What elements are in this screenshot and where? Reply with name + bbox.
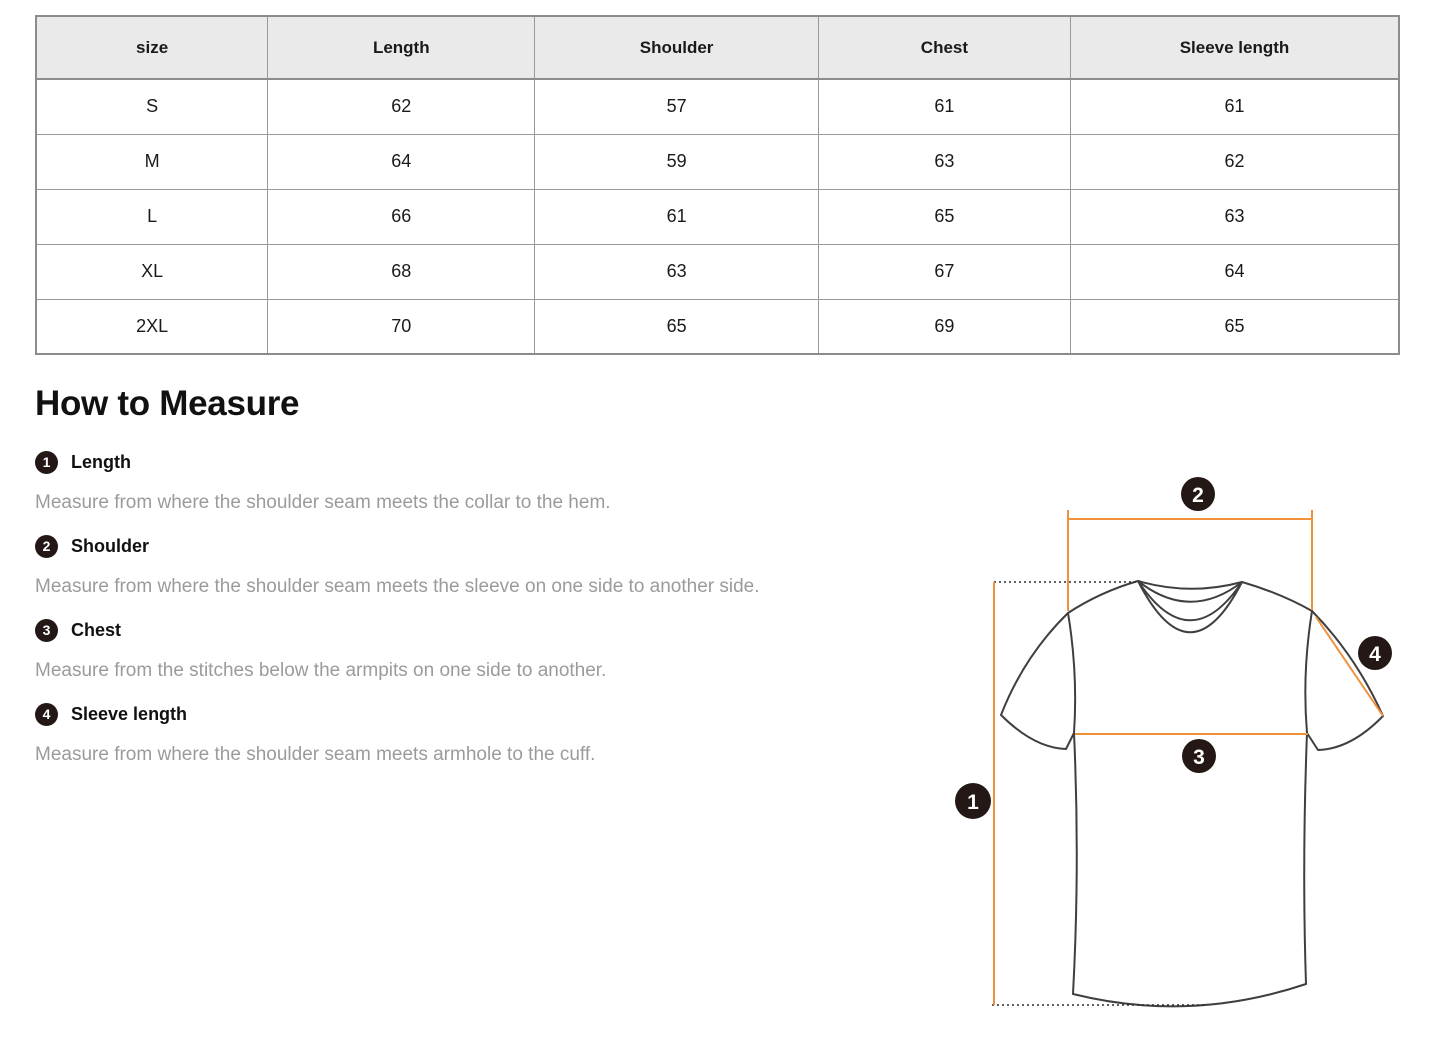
chest-cell: 69 bbox=[818, 299, 1070, 354]
size-cell: L bbox=[36, 189, 268, 244]
step-description: Measure from where the shoulder seam meets armhole to the cuff. bbox=[35, 744, 596, 765]
length-cell: 68 bbox=[268, 244, 535, 299]
step-description: Measure from the stitches below the armpits on one side to another. bbox=[35, 660, 607, 681]
chest-cell: 67 bbox=[818, 244, 1070, 299]
marker-2-shoulder bbox=[1181, 477, 1215, 511]
section-title: How to Measure bbox=[35, 384, 300, 423]
chest-cell: 65 bbox=[818, 189, 1070, 244]
marker-3-number: 3 bbox=[1193, 746, 1205, 769]
tshirt-measurement-diagram bbox=[930, 456, 1430, 1056]
size-chart-table bbox=[35, 15, 1400, 355]
column-header-length: Length bbox=[268, 16, 535, 79]
marker-4-number: 4 bbox=[1369, 643, 1381, 666]
step-3-badge-icon: 3 bbox=[35, 619, 58, 642]
step-label: Sleeve length bbox=[71, 703, 188, 724]
step-shoulder bbox=[35, 534, 925, 558]
marker-4-sleeve-length bbox=[1358, 636, 1392, 670]
sleeve-length-cell: 65 bbox=[1070, 299, 1399, 354]
table-row bbox=[36, 79, 1399, 134]
step-chest bbox=[35, 618, 925, 642]
shoulder-measure-line bbox=[1068, 510, 1312, 611]
column-header-shoulder: Shoulder bbox=[535, 16, 819, 79]
shoulder-cell: 59 bbox=[535, 134, 819, 189]
table-row bbox=[36, 189, 1399, 244]
column-header-sleeve-length: Sleeve length bbox=[1070, 16, 1399, 79]
how-to-measure-section bbox=[35, 384, 925, 786]
sleeve-length-cell: 61 bbox=[1070, 79, 1399, 134]
size-cell: M bbox=[36, 134, 268, 189]
step-label: Shoulder bbox=[71, 535, 150, 556]
step-label: Chest bbox=[71, 619, 122, 640]
shirt-right-sleeve bbox=[1307, 611, 1383, 750]
marker-1-number: 1 bbox=[967, 791, 979, 814]
length-cell: 62 bbox=[268, 79, 535, 134]
sleeve-length-cell: 62 bbox=[1070, 134, 1399, 189]
step-sleeve-length bbox=[35, 702, 925, 726]
size-cell: XL bbox=[36, 244, 268, 299]
shirt-left-sleeve bbox=[1001, 613, 1074, 749]
table-row bbox=[36, 244, 1399, 299]
step-1-badge-icon: 1 bbox=[35, 451, 58, 474]
shoulder-cell: 57 bbox=[535, 79, 819, 134]
table-row bbox=[36, 134, 1399, 189]
step-2-badge-icon: 2 bbox=[35, 535, 58, 558]
step-description: Measure from where the shoulder seam meets the collar to the hem. bbox=[35, 492, 611, 513]
size-cell: S bbox=[36, 79, 268, 134]
marker-3-chest bbox=[1182, 739, 1216, 773]
column-header-chest: Chest bbox=[818, 16, 1070, 79]
shoulder-cell: 63 bbox=[535, 244, 819, 299]
table-row bbox=[36, 299, 1399, 354]
chest-cell: 63 bbox=[818, 134, 1070, 189]
sleeve-length-cell: 64 bbox=[1070, 244, 1399, 299]
table-header-row bbox=[36, 16, 1399, 79]
marker-1-length bbox=[955, 783, 991, 819]
step-label: Length bbox=[71, 451, 131, 472]
step-4-badge-icon: 4 bbox=[35, 703, 58, 726]
chest-cell: 61 bbox=[818, 79, 1070, 134]
step-description: Measure from where the shoulder seam meets the sleeve on one side to another side. bbox=[35, 576, 760, 597]
size-cell: 2XL bbox=[36, 299, 268, 354]
shirt-collar bbox=[1138, 581, 1242, 632]
column-header-size: size bbox=[36, 16, 268, 79]
length-cell: 70 bbox=[268, 299, 535, 354]
marker-2-number: 2 bbox=[1192, 484, 1204, 507]
sleeve-length-cell: 63 bbox=[1070, 189, 1399, 244]
shoulder-cell: 65 bbox=[535, 299, 819, 354]
length-cell: 66 bbox=[268, 189, 535, 244]
shirt-body-outline bbox=[1068, 581, 1312, 1006]
length-cell: 64 bbox=[268, 134, 535, 189]
shoulder-cell: 61 bbox=[535, 189, 819, 244]
step-length bbox=[35, 450, 925, 474]
